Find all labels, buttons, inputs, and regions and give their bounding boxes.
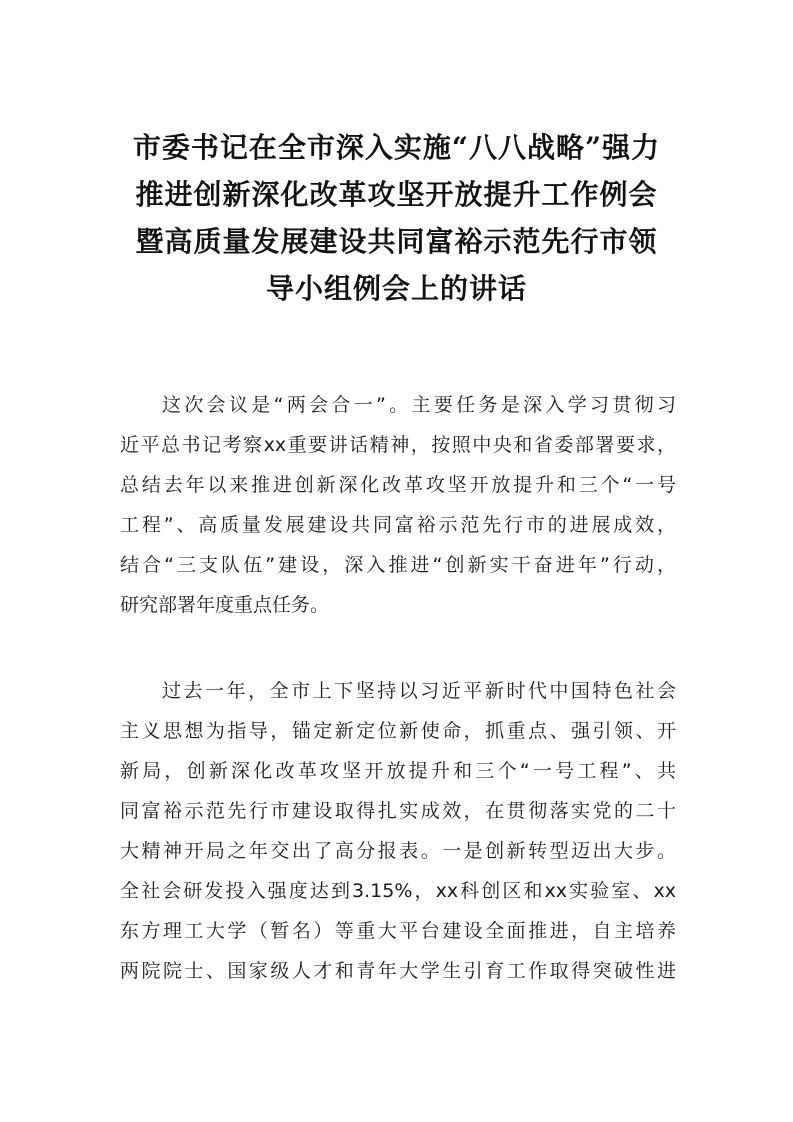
paragraph-1-line-3: 总结去年以来推进创新深化改革攻坚开放提升和三个“一号: [120, 474, 676, 496]
paragraph-2-line-1: 过去一年，全市上下坚持以习近平新时代中国特色社会: [162, 680, 676, 702]
paragraph-1-line-1: 这次会议是“两会合一”。主要任务是深入学习贯彻习: [162, 394, 676, 416]
title-line-2: 推进创新深化改革攻坚开放提升工作例会: [135, 178, 658, 211]
paragraph-2-line-2: 主义思想为指导，锚定新定位新使命，抓重点、强引领、开: [120, 720, 676, 742]
paragraph-1-line-6: 研究部署年度重点任务。: [120, 594, 330, 616]
title-line-1: 市委书记在全市深入实施“八八战略”强力: [132, 131, 661, 164]
title-line-4: 导小组例会上的讲话: [265, 272, 527, 305]
paragraph-2-line-5: 大精神开局之年交出了高分报表。一是创新转型迈出大步。: [120, 840, 676, 862]
paragraph-2-line-3: 新局，创新深化改革攻坚开放提升和三个“一号工程”、共: [120, 760, 676, 782]
document-title: [100, 124, 693, 312]
paragraph-2-line-4: 同富裕示范先行市建设取得扎实成效，在贯彻落实党的二十: [120, 800, 676, 822]
paragraph-1-line-5: 结合“三支队伍”建设，深入推进“创新实干奋进年”行动，: [120, 554, 676, 576]
paragraph-2-line-6: 全社会研发投入强度达到3.15%，xx科创区和xx实验室、xx: [120, 880, 676, 902]
paragraph-1-line-4: 工程”、高质量发展建设共同富裕示范先行市的进展成效，: [120, 514, 676, 536]
paragraph-2-line-7: 东方理工大学（暂名）等重大平台建设全面推进，自主培养: [120, 920, 676, 942]
title-line-3: 暨高质量发展建设共同富裕示范先行市领: [135, 225, 658, 258]
paragraph-2-line-8: 两院院士、国家级人才和青年大学生引育工作取得突破性进: [120, 960, 676, 982]
paragraph-1-line-2: 近平总书记考察xx重要讲话精神，按照中央和省委部署要求，: [120, 434, 676, 456]
